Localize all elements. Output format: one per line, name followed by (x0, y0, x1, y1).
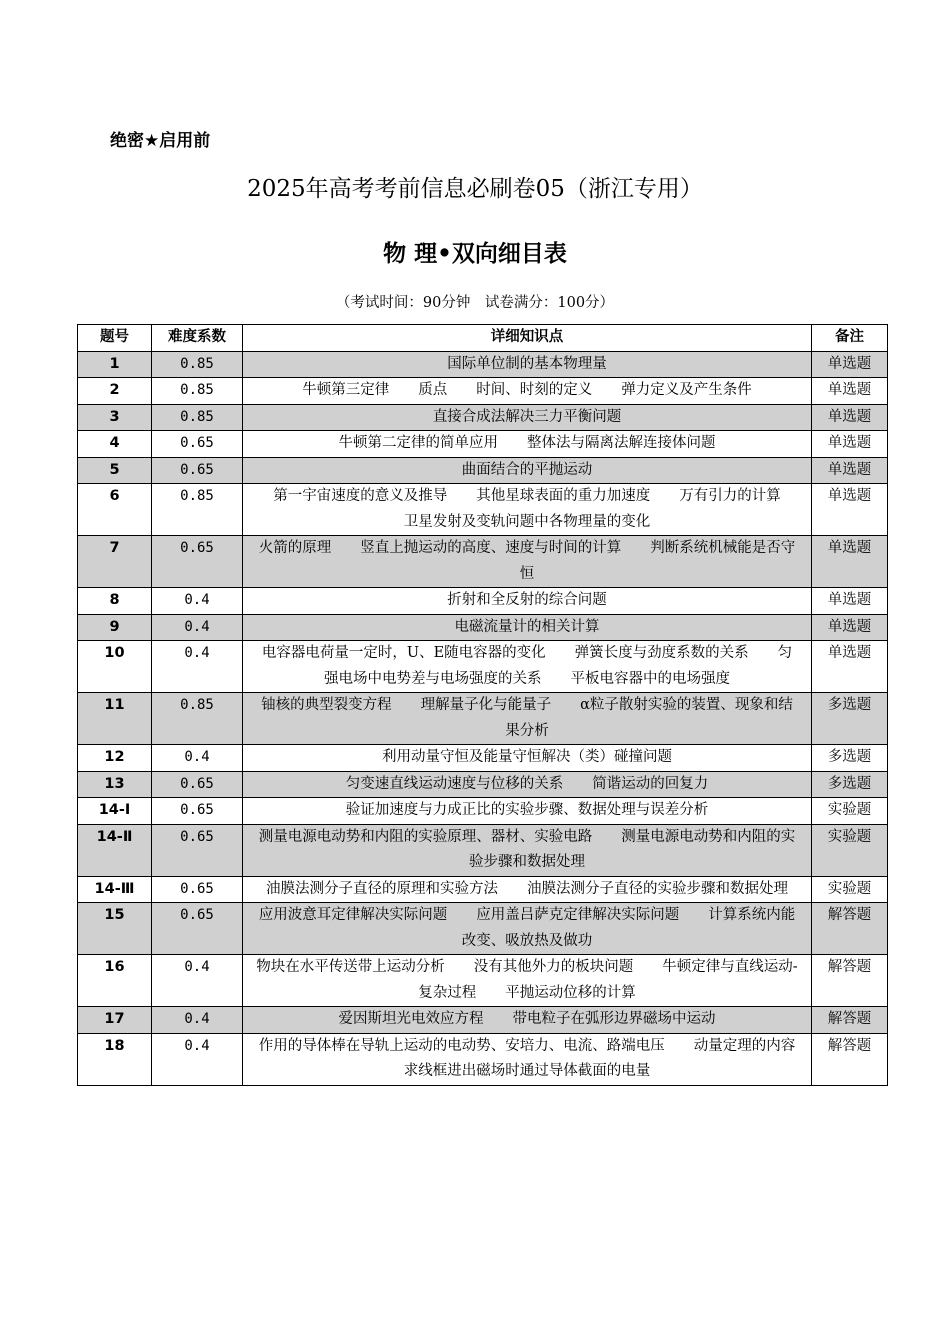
cell-knowledge-points: 测量电源电动势和内阻的实验原理、器材、实验电路 测量电源电动势和内阻的实验步骤和数据处理 (243, 824, 812, 876)
cell-difficulty: 0.4 (152, 955, 243, 1007)
cell-difficulty: 0.85 (152, 404, 243, 431)
cell-knowledge-points: 作用的导体棒在导轨上运动的电动势、安培力、电流、路端电压 动量定理的内容 求线框进出磁场时通过导体截面的电量 (243, 1033, 812, 1085)
cell-difficulty: 0.65 (152, 824, 243, 876)
cell-question-number: 14-Ⅰ (78, 798, 152, 825)
cell-knowledge-points: 铀核的典型裂变方程 理解量子化与能量子 α粒子散射实验的装置、现象和结果分析 (243, 693, 812, 745)
cell-knowledge-points: 牛顿第二定律的简单应用 整体法与隔离法解连接体问题 (243, 431, 812, 458)
cell-difficulty: 0.65 (152, 771, 243, 798)
table-row (78, 431, 888, 458)
table-row (78, 457, 888, 484)
cell-note: 单选题 (812, 431, 888, 458)
cell-difficulty: 0.4 (152, 1033, 243, 1085)
cell-knowledge-points: 直接合成法解决三力平衡问题 (243, 404, 812, 431)
cell-difficulty: 0.65 (152, 431, 243, 458)
page-subtitle: 物 理•双向细目表 (383, 240, 567, 267)
table-row (78, 351, 888, 378)
cell-difficulty: 0.85 (152, 378, 243, 405)
cell-question-number: 1 (78, 351, 152, 378)
cell-knowledge-points: 折射和全反射的综合问题 (243, 588, 812, 615)
column-header-difficulty: 难度系数 (152, 325, 243, 352)
cell-knowledge-points: 应用波意耳定律解决实际问题 应用盖吕萨克定律解决实际问题 计算系统内能改变、吸放热及做功 (243, 903, 812, 955)
cell-note: 解答题 (812, 903, 888, 955)
cell-difficulty: 0.85 (152, 351, 243, 378)
cell-question-number: 3 (78, 404, 152, 431)
cell-difficulty: 0.65 (152, 457, 243, 484)
cell-knowledge-points: 曲面结合的平抛运动 (243, 457, 812, 484)
table-row (78, 1007, 888, 1034)
column-header-number: 题号 (78, 325, 152, 352)
cell-knowledge-points: 利用动量守恒及能量守恒解决（类）碰撞问题 (243, 745, 812, 772)
table-row (78, 903, 888, 955)
column-header-note: 备注 (812, 325, 888, 352)
cell-question-number: 4 (78, 431, 152, 458)
table-row (78, 798, 888, 825)
cell-note: 单选题 (812, 404, 888, 431)
cell-note: 单选题 (812, 351, 888, 378)
cell-note: 单选题 (812, 378, 888, 405)
cell-note: 单选题 (812, 588, 888, 615)
cell-difficulty: 0.85 (152, 693, 243, 745)
cell-question-number: 14-Ⅱ (78, 824, 152, 876)
cell-knowledge-points: 匀变速直线运动速度与位移的关系 简谐运动的回复力 (243, 771, 812, 798)
cell-question-number: 18 (78, 1033, 152, 1085)
cell-note: 单选题 (812, 484, 888, 536)
cell-note: 解答题 (812, 1007, 888, 1034)
cell-knowledge-points: 电磁流量计的相关计算 (243, 614, 812, 641)
cell-knowledge-points: 牛顿第三定律 质点 时间、时刻的定义 弹力定义及产生条件 (243, 378, 812, 405)
cell-difficulty: 0.4 (152, 641, 243, 693)
table-row (78, 378, 888, 405)
table-row (78, 484, 888, 536)
cell-question-number: 2 (78, 378, 152, 405)
secret-label: 绝密★启用前 (110, 131, 211, 151)
cell-question-number: 11 (78, 693, 152, 745)
cell-knowledge-points: 油膜法测分子直径的原理和实验方法 油膜法测分子直径的实验步骤和数据处理 (243, 876, 812, 903)
table-row (78, 536, 888, 588)
table-header-row (78, 325, 888, 352)
cell-question-number: 6 (78, 484, 152, 536)
cell-question-number: 12 (78, 745, 152, 772)
table-row (78, 955, 888, 1007)
cell-difficulty: 0.4 (152, 745, 243, 772)
cell-note: 单选题 (812, 457, 888, 484)
cell-note: 解答题 (812, 1033, 888, 1085)
cell-note: 实验题 (812, 798, 888, 825)
cell-difficulty: 0.4 (152, 614, 243, 641)
cell-difficulty: 0.65 (152, 536, 243, 588)
cell-question-number: 15 (78, 903, 152, 955)
cell-knowledge-points: 国际单位制的基本物理量 (243, 351, 812, 378)
cell-note: 单选题 (812, 641, 888, 693)
table-row (78, 824, 888, 876)
cell-note: 解答题 (812, 955, 888, 1007)
cell-question-number: 8 (78, 588, 152, 615)
table-row (78, 641, 888, 693)
cell-difficulty: 0.65 (152, 876, 243, 903)
cell-question-number: 10 (78, 641, 152, 693)
cell-question-number: 5 (78, 457, 152, 484)
cell-question-number: 16 (78, 955, 152, 1007)
table-row (78, 588, 888, 615)
cell-difficulty: 0.65 (152, 903, 243, 955)
cell-difficulty: 0.4 (152, 588, 243, 615)
cell-difficulty: 0.65 (152, 798, 243, 825)
cell-note: 实验题 (812, 824, 888, 876)
cell-note: 单选题 (812, 614, 888, 641)
table-row (78, 614, 888, 641)
table-row (78, 876, 888, 903)
cell-knowledge-points: 验证加速度与力成正比的实验步骤、数据处理与误差分析 (243, 798, 812, 825)
cell-question-number: 9 (78, 614, 152, 641)
table-row (78, 745, 888, 772)
cell-knowledge-points: 电容器电荷量一定时，U、E随电容器的变化 弹簧长度与劲度系数的关系 匀强电场中电势差与电场强度的关系 平板电容器中的电场强度 (243, 641, 812, 693)
cell-knowledge-points: 火箭的原理 竖直上抛运动的高度、速度与时间的计算 判断系统机械能是否守恒 (243, 536, 812, 588)
cell-note: 多选题 (812, 771, 888, 798)
cell-question-number: 14-Ⅲ (78, 876, 152, 903)
page-title: 2025年高考考前信息必刷卷05（浙江专用） (247, 176, 703, 202)
table-row (78, 771, 888, 798)
cell-knowledge-points: 爱因斯坦光电效应方程 带电粒子在弧形边界磁场中运动 (243, 1007, 812, 1034)
exam-info: （考试时间：90分钟 试卷满分：100分） (335, 295, 615, 311)
cell-note: 多选题 (812, 745, 888, 772)
cell-knowledge-points: 物块在水平传送带上运动分析 没有其他外力的板块问题 牛顿定律与直线运动-复杂过程 平抛运动位移的计算 (243, 955, 812, 1007)
cell-question-number: 17 (78, 1007, 152, 1034)
detail-table (77, 324, 888, 1086)
table-row (78, 1033, 888, 1085)
column-header-knowledge: 详细知识点 (243, 325, 812, 352)
cell-note: 多选题 (812, 693, 888, 745)
cell-knowledge-points: 第一宇宙速度的意义及推导 其他星球表面的重力加速度 万有引力的计算 卫星发射及变轨问题中各物理量的变化 (243, 484, 812, 536)
cell-difficulty: 0.4 (152, 1007, 243, 1034)
cell-note: 单选题 (812, 536, 888, 588)
cell-question-number: 7 (78, 536, 152, 588)
table-row (78, 693, 888, 745)
cell-question-number: 13 (78, 771, 152, 798)
table-row (78, 404, 888, 431)
cell-note: 实验题 (812, 876, 888, 903)
cell-difficulty: 0.85 (152, 484, 243, 536)
